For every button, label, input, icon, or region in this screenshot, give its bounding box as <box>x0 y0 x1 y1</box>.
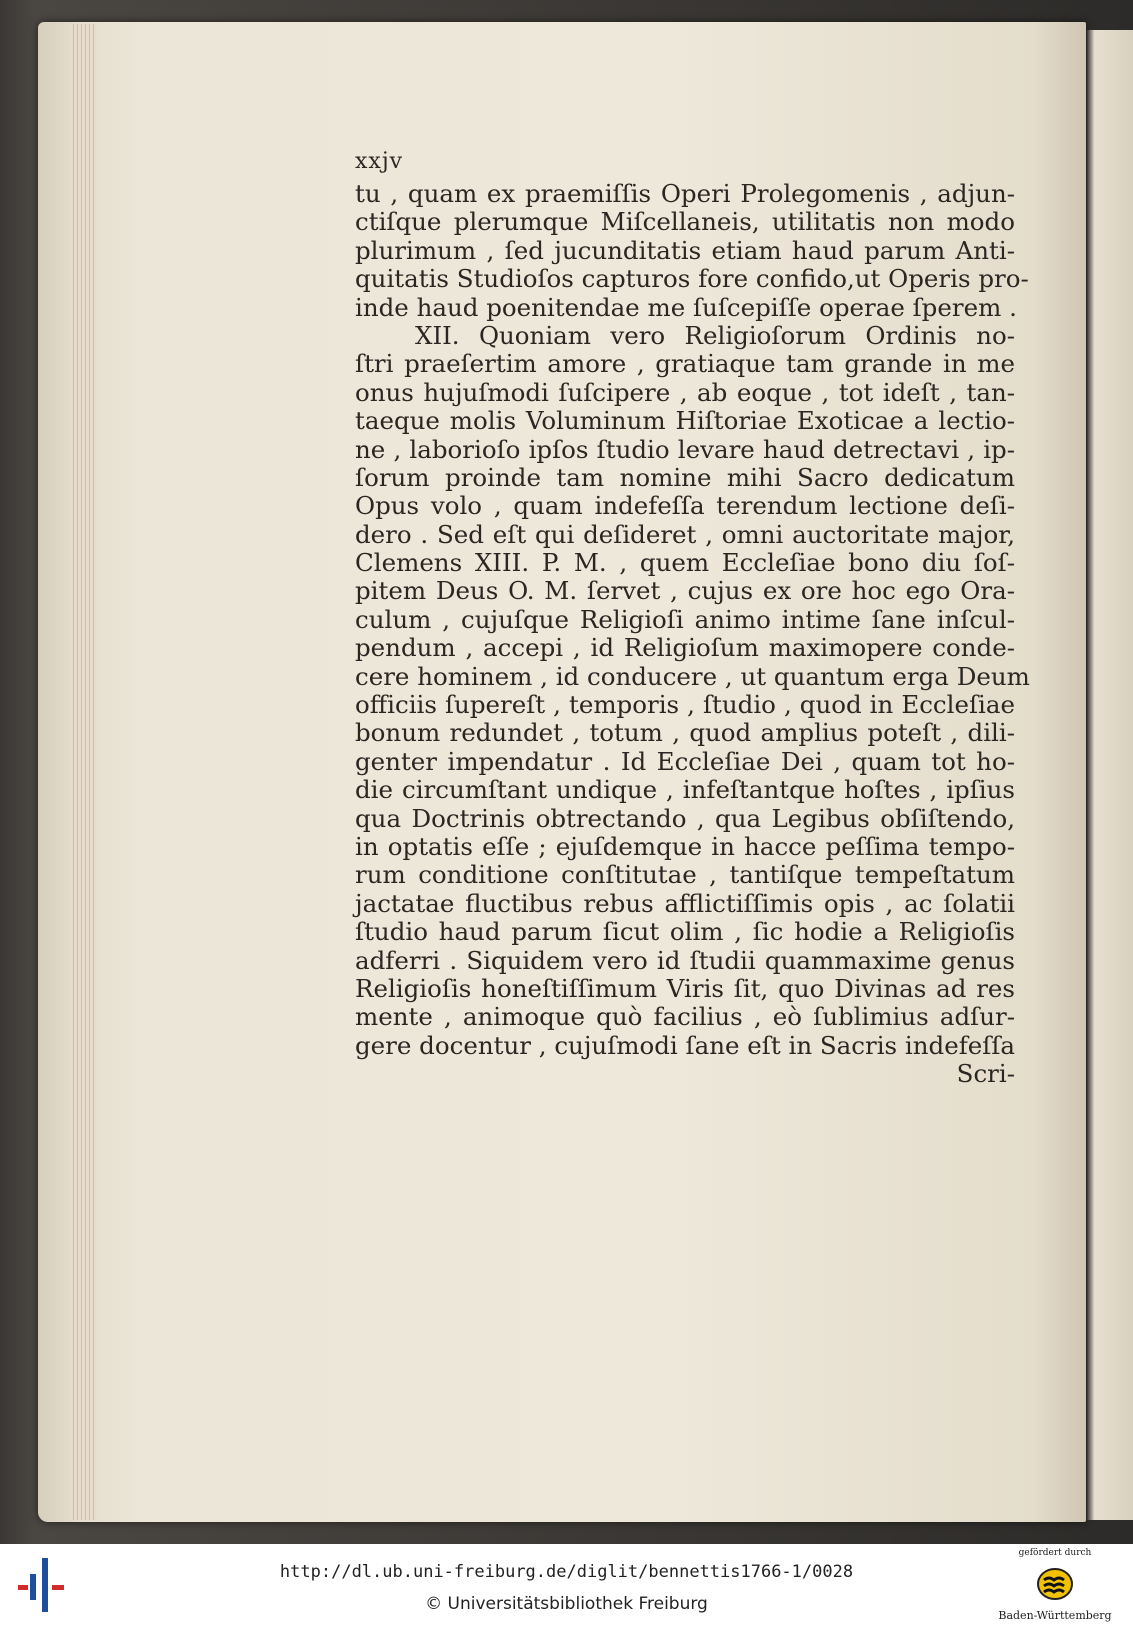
text-line: pendum , accepi , id Religioſum maximopere conde- <box>355 633 1015 663</box>
text-line: XII. Quoniam vero Religioſorum Ordinis no- <box>415 320 1015 350</box>
text-line: mente , animoque quò facilius , eò ſublimius adſur- <box>355 1002 1015 1032</box>
text-line: Opus volo , quam indefeſſa terendum lectione deſi- <box>355 491 1015 521</box>
text-line: taeque molis Voluminum Hiſtoriae Exoticae a lectio- <box>355 406 1015 436</box>
text-line: tu , quam ex praemiſſis Operi Prolegomenis , adjun- <box>355 179 1015 208</box>
copyright-notice: © Universitätsbibliothek Freiburg <box>425 1594 708 1614</box>
text-line: gere docentur , cujuſmodi ſane eſt in Sacris indefeſſa <box>355 1030 1016 1060</box>
text-line: rum conditione conſtitutae , tantiſque tempeſtatum <box>355 860 1015 890</box>
text-line: onus hujuſmodi ſuſcipere , ab eoque , tot ideſt , tan- <box>355 377 1015 407</box>
text-line: bonum redundet , totum , quod amplius poteſt , dili- <box>355 718 1015 748</box>
text-line: Clemens XIII. P. M. , quem Eccleſiae bono diu ſoſ- <box>355 548 1015 578</box>
text-line: die circumſtant undique , infeſtantque hoſtes , ipſius <box>355 775 1015 805</box>
text-line: ctiſque plerumque Miſcellaneis, utilitatis non modo <box>355 207 1015 237</box>
sponsor-name: Baden-Württemberg <box>998 1609 1112 1622</box>
text-line: Religioſis honeſtiſſimum Viris ſit, quo Divinas ad res <box>355 973 1015 1003</box>
text-lines <box>355 179 1030 1060</box>
sponsor-block <box>985 1548 1125 1624</box>
page-edge-fore <box>70 24 96 1520</box>
text-line: ſtudio haud parum ſicut olim , ſic hodie a Religioſis <box>355 917 1015 947</box>
text-line: inde haud poenitendae me ſuſcepiſſe operae ſperem . <box>355 292 1017 322</box>
text-line: ſtri praeſertim amore , gratiaque tam grande in me <box>355 349 1015 379</box>
text-line: officiis ſupereſt , temporis , ſtudio , quod in Eccleſiae <box>355 690 1015 720</box>
facing-page-edge <box>1086 30 1133 1520</box>
text-line: quitatis Studioſos capturos fore confido,ut Operis pro- <box>355 264 1029 294</box>
text-line: ſorum proinde tam nomine mihi Sacro dedicatum <box>355 462 1015 492</box>
baden-wuerttemberg-crest-icon <box>1035 1566 1075 1602</box>
text-line: adferri . Siquidem vero id ſtudii quammaxime genus <box>355 945 1015 975</box>
text-line: dero . Sed eſt qui deſideret , omni auctoritate major, <box>355 519 1015 549</box>
text-line: genter impendatur . Id Eccleſiae Dei , quam tot ho- <box>355 746 1015 776</box>
text-line: in optatis eſſe ; ejuſdemque in hacce peſſima tempo- <box>355 831 1015 861</box>
text-line: ne , laborioſo ipſos ſtudio levare haud detrectavi , ip- <box>355 434 1015 464</box>
viewer-footer <box>0 1544 1133 1626</box>
permalink-url[interactable]: http://dl.ub.uni-freiburg.de/diglit/bennettis1766-1/0028 <box>279 1562 854 1582</box>
catchword: Scri- <box>956 1059 1015 1089</box>
text-line: jactatae fluctibus rebus afflictiſſimis opis , ac ſolatii <box>355 888 1015 918</box>
page-text <box>355 148 1030 1089</box>
text-line: plurimum , ſed jucunditatis etiam haud parum Anti- <box>355 235 1015 265</box>
text-line: cere hominem , id conducere , ut quantum erga Deum <box>355 661 1030 691</box>
text-line: qua Doctrinis obtrectando , qua Legibus obſiſtendo, <box>355 803 1015 833</box>
page-number: xxjv <box>355 149 404 174</box>
text-line: pitem Deus O. M. ſervet , cujus ex ore hoc ego Ora- <box>355 576 1015 606</box>
text-line: culum , cujuſque Religioſi animo intime ſane inſcul- <box>355 604 1015 634</box>
sponsor-label: gefördert durch <box>1018 1548 1092 1558</box>
